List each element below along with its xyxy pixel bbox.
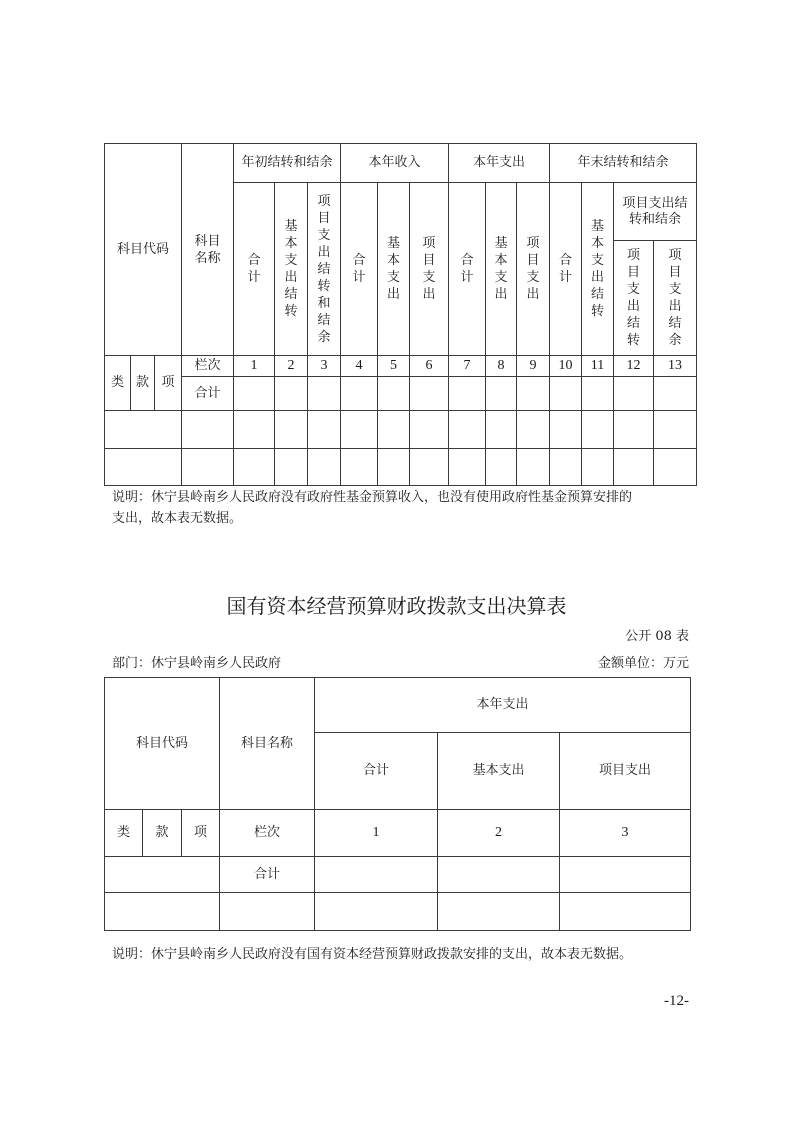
kuan-header: 款 — [143, 810, 182, 857]
table-row — [105, 857, 691, 893]
total-label: 合计 — [220, 857, 315, 893]
column-number: 5 — [378, 356, 410, 377]
column-number: 1 — [234, 356, 275, 377]
subject-code-header: 科目代码 — [105, 678, 220, 810]
total-label: 合计 — [182, 377, 234, 411]
basic-expense-header: 基本支出 — [438, 733, 560, 810]
column-number: 13 — [654, 356, 697, 377]
column-number: 8 — [486, 356, 517, 377]
table-row — [105, 893, 691, 931]
expense-project-header: 项目支出 — [517, 183, 550, 356]
income-header: 本年收入 — [341, 144, 449, 183]
opening-balance-header: 年初结转和结余 — [234, 144, 341, 183]
state-capital-table — [104, 677, 691, 931]
table2-title: 国有资本经营预算财政拨款支出决算表 — [226, 594, 567, 618]
form-number: 公开 08 表 — [625, 629, 689, 644]
lei-header: 类 — [105, 810, 143, 857]
subject-name-header: 科目名称 — [182, 144, 234, 356]
subject-name-header: 科目名称 — [220, 678, 315, 810]
expense-header: 本年支出 — [449, 144, 550, 183]
expense-basic-header: 基本支出 — [486, 183, 517, 356]
column-number: 12 — [614, 356, 654, 377]
closing-balance-header: 年末结转和结余 — [550, 144, 697, 183]
closing-project-group-header: 项目支出结转和结余 — [614, 183, 697, 241]
department-label: 部门：休宁县岭南乡人民政府 — [112, 656, 282, 671]
opening-total-header: 合计 — [234, 183, 275, 356]
lanci-label: 栏次 — [220, 810, 315, 857]
income-basic-header: 基本支出 — [378, 183, 410, 356]
opening-project-header: 项目支出结转和结余 — [308, 183, 341, 356]
total-header: 合计 — [315, 733, 438, 810]
table1-note: 说明：休宁县岭南乡人民政府没有政府性基金预算收入，也没有使用政府性基金预算安排的 支出，故本表无数据。 — [112, 490, 633, 526]
opening-basic-carry-header: 基本支出结转 — [275, 183, 308, 356]
closing-project-carry-header: 项目支出结转 — [614, 241, 654, 356]
column-number: 1 — [315, 810, 438, 857]
column-number: 3 — [308, 356, 341, 377]
income-total-header: 合计 — [341, 183, 378, 356]
column-number: 4 — [341, 356, 378, 377]
column-number: 3 — [560, 810, 691, 857]
closing-project-balance-header: 项目支出结余 — [654, 241, 697, 356]
column-number: 2 — [275, 356, 308, 377]
closing-basic-carry-header: 基本支出结转 — [582, 183, 614, 356]
table-row — [105, 449, 697, 486]
lanci-label: 栏次 — [182, 356, 234, 377]
project-expense-header: 项目支出 — [560, 733, 691, 810]
xiang-header: 项 — [182, 810, 220, 857]
subject-code-header: 科目代码 — [105, 144, 182, 356]
page-number: -12- — [664, 993, 689, 1009]
expense-header: 本年支出 — [315, 678, 691, 733]
expense-total-header: 合计 — [449, 183, 486, 356]
column-number: 2 — [438, 810, 560, 857]
column-number: 9 — [517, 356, 550, 377]
lei-header: 类 — [105, 356, 131, 411]
table-row — [105, 377, 697, 411]
column-number: 10 — [550, 356, 582, 377]
column-number: 7 — [449, 356, 486, 377]
government-fund-table — [104, 143, 697, 486]
column-number: 11 — [582, 356, 614, 377]
column-number: 6 — [410, 356, 449, 377]
amount-unit-label: 金额单位：万元 — [597, 656, 689, 671]
table2-note: 说明：休宁县岭南乡人民政府没有国有资本经营预算财政拨款安排的支出，故本表无数据。 — [112, 947, 633, 962]
kuan-header: 款 — [131, 356, 155, 411]
closing-total-header: 合计 — [550, 183, 582, 356]
income-project-header: 项目支出 — [410, 183, 449, 356]
table-row — [105, 411, 697, 449]
xiang-header: 项 — [155, 356, 182, 411]
